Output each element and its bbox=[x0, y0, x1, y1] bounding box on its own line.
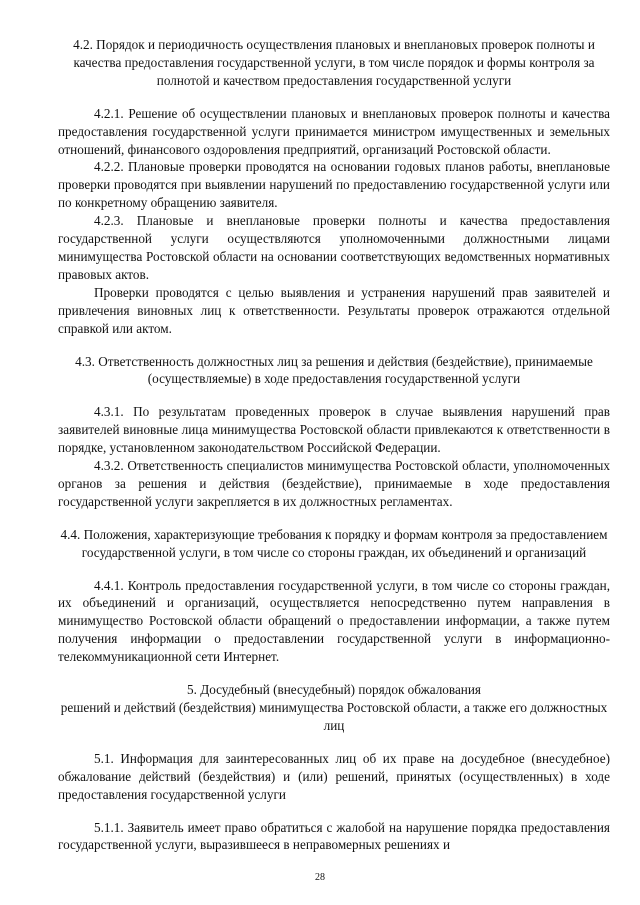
section-heading-4-4: 4.4. Положения, характеризующие требования к порядку и формам контроля за предоставлением государственной услуги, в том числе со стороны граждан, их объединений и организаций bbox=[60, 526, 608, 560]
section-heading-4-3: 4.3. Ответственность должностных лиц за решения и действия (бездействие), принимаемые (осуществляемые) в ходе предоставления государственной услуги bbox=[75, 353, 593, 387]
paragraph-4-2-3: 4.2.3. Плановые и внеплановые проверки полноты и качества предоставления государственной услуги осуществляются уполномоченными должностными лицами минимущества Ростовской области на основании соответствующих ведомственных нормативных правовых актов. bbox=[58, 213, 610, 282]
document-page bbox=[58, 36, 610, 854]
section-heading-5 bbox=[58, 681, 610, 735]
paragraph-4-3-1: 4.3.1. По результатам проведенных проверок в случае выявления нарушений прав заявителей виновные лица минимущества Ростовской области привлекаются к ответственности в порядке, установленном законодательством Российской Федерации. bbox=[58, 404, 610, 456]
paragraph-4-2-checks: Проверки проводятся с целью выявления и устранения нарушений прав заявителей и привлечения виновных лиц к ответственности. Результаты проверок отражаются отдельной справкой или актом. bbox=[58, 284, 610, 336]
section-body-4-2 bbox=[58, 105, 610, 338]
page-number: 28 bbox=[315, 872, 325, 883]
paragraph-5-1-1: 5.1.1. Заявитель имеет право обратиться с жалобой на нарушение порядка предоставления государственной услуги, выразившееся в неправомерных решениях и bbox=[58, 819, 610, 853]
paragraph-4-2-1: 4.2.1. Решение об осуществлении плановых и внеплановых проверок полноты и качества предоставления государственной услуги принимается министром имущественных и земельных отношений, финансового оздоровления предприятий, организаций Ростовской области. bbox=[58, 105, 610, 157]
section-heading-5-line-1: 5. Досудебный (внесудебный) порядок обжалования bbox=[187, 682, 481, 698]
section-body-4-4 bbox=[58, 577, 610, 667]
section-body-5-1-1 bbox=[58, 819, 610, 855]
section-heading-4-2: 4.2. Порядок и периодичность осуществления плановых и внеплановых проверок полноты и качества предоставления государственной услуги, в том числе порядок и формы контроля за полнотой и качеством предоставления государственной услуги bbox=[73, 37, 595, 88]
paragraph-4-3-2: 4.3.2. Ответственность специалистов минимущества Ростовской области, уполномоченных органов за решения и действия (бездействие), принимаемые в ходе предоставления государственной услуги закрепляется в их должностных регламентах. bbox=[58, 458, 610, 509]
paragraph-4-4-1: 4.4.1. Контроль предоставления государственной услуги, в том числе со стороны граждан, их объединений и организаций, осуществляется непосредственно путем направления в минимущество Ростовской области обращений о предоставлении информации, а также путем получения информации о предоставлении государственной услуги в информационно-телекоммуникационной сети Интернет. bbox=[58, 577, 610, 665]
section-body-4-3 bbox=[58, 403, 610, 510]
section-body-5-1 bbox=[58, 750, 610, 804]
paragraph-5-1: 5.1. Информация для заинтересованных лиц об их праве на досудебное (внесудебное) обжалование действий (бездействия) и (или) решений, принятых (осуществленных) в ходе предоставления государственной услуги bbox=[58, 750, 610, 802]
paragraph-4-2-2: 4.2.2. Плановые проверки проводятся на основании годовых планов работы, внеплановые проверки проводятся при выявлении нарушений по предоставлению государственной услуги или по конкретному обращению заявителя. bbox=[58, 159, 610, 211]
section-heading-5-line-2: решений и действий (бездействия) минимущества Ростовской области, а также его должностных лиц bbox=[60, 700, 608, 733]
